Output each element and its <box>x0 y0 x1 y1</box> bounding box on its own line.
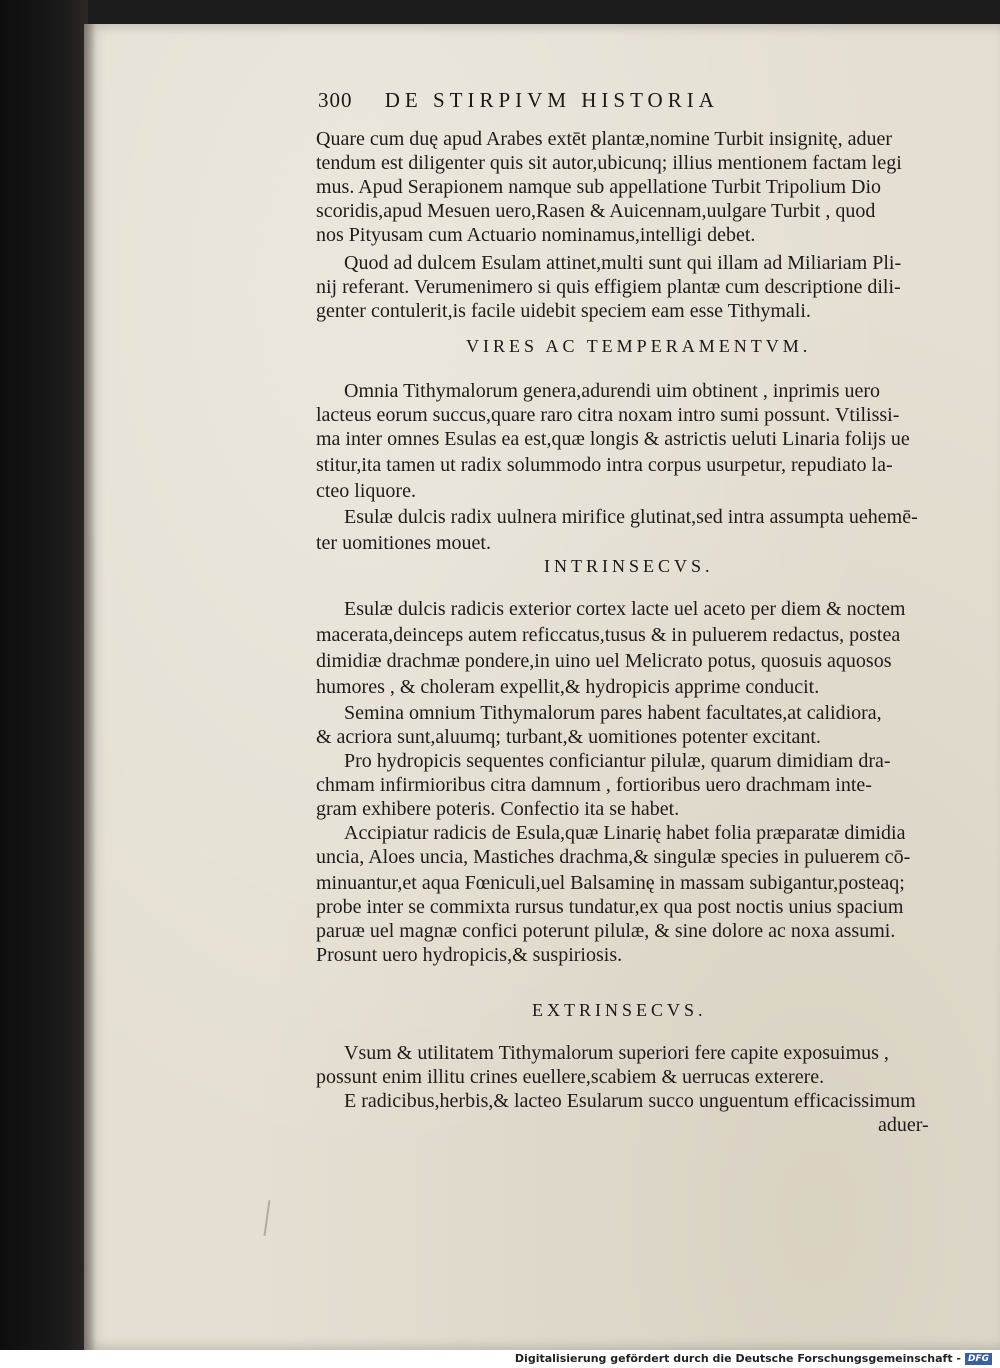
text-line: scoridis,apud Mesuen uero,Rasen & Auicennam,uulgare Turbit , quod <box>316 200 876 222</box>
text-line: humores , & choleram expellit,& hydropicis apprime conducit. <box>316 676 820 698</box>
text-line: Vsum & utilitatem Tithymalorum superiori fere capite exposuimus , <box>344 1042 889 1064</box>
catchword: aduer- <box>878 1114 929 1136</box>
text-line: nos Pityusam cum Actuario nominamus,intelligi debet. <box>316 224 756 246</box>
text-line: chmam infirmioribus citra damnum , fortioribus uero drachmam inte- <box>316 774 872 796</box>
text-line: nij referant. Verumenimero si quis effigiem plantæ cum descriptione dili- <box>316 276 901 298</box>
text-line: Esulæ dulcis radicis exterior cortex lacte uel aceto per diem & noctem <box>344 598 906 620</box>
running-title: DE STIRPIVM HISTORIA <box>384 88 719 112</box>
text-line: E radicibus,herbis,& lacteo Esularum succo unguentum efficacissimum <box>344 1090 916 1112</box>
text-line: Prosunt uero hydropicis,& suspiriosis. <box>316 944 623 966</box>
credit-text: Digitalisierung gefördert durch die Deutsche Forschungsgemeinschaft - <box>514 1352 961 1365</box>
text-line: probe inter se commixta rursus tundatur,ex qua post noctis unius spacium <box>316 896 904 918</box>
text-line: paruæ uel magnæ confici poterunt pilulæ, & sine dolore ac noxa assumi. <box>316 920 896 942</box>
text-line: Quare cum duę apud Arabes extēt plantæ,nomine Turbit insignitę, aduer <box>316 128 892 150</box>
text-line: & acriora sunt,aluumq; turbant,& uomitiones potenter excitant. <box>316 726 821 748</box>
text-line: gram exhibere poteris. Confectio ita se habet. <box>316 798 680 820</box>
digitization-credit <box>515 1351 992 1367</box>
text-line: tendum est diligenter quis sit autor,ubicunq; illius mentionem factam legi <box>316 152 902 174</box>
text-line: lacteus eorum succus,quare raro citra noxam intro sumi possunt. Vtilissi- <box>316 404 900 426</box>
text-line: ma inter omnes Esulas ea est,quæ longis & astrictis ueluti Linaria folijs ue <box>316 428 910 450</box>
dfg-logo: DFG <box>965 1353 992 1365</box>
text-line: mus. Apud Serapionem namque sub appellatione Turbit Tripolium Dio <box>316 176 881 198</box>
text-line: Esulæ dulcis radix uulnera mirifice glutinat,sed intra assumpta uehemē- <box>344 506 918 528</box>
text-line: cteo liquore. <box>316 480 416 502</box>
running-header <box>318 88 918 118</box>
section-heading-vires: VIRES AC TEMPERAMENTVM. <box>466 336 812 356</box>
text-line: genter contulerit,is facile uidebit speciem eam esse Tithymali. <box>316 300 811 322</box>
text-line: Pro hydropicis sequentes conficiantur pilulæ, quarum dimidiam dra- <box>344 750 891 772</box>
section-heading-intrinsecus: INTRINSECVS. <box>544 556 714 576</box>
text-line: Quod ad dulcem Esulam attinet,multi sunt qui illam ad Miliariam Pli- <box>344 252 902 274</box>
text-line: dimidiæ drachmæ pondere,in uino uel Melicrato potus, quosuis aquosos <box>316 650 892 672</box>
page-number: 300 <box>318 88 353 112</box>
text-line: possunt enim illitu crines euellere,scabiem & uerrucas exterere. <box>316 1066 825 1088</box>
text-line: Accipiatur radicis de Esula,quæ Linarię habet folia præparatæ dimidia <box>344 822 906 844</box>
page-gutter-shadow <box>84 24 96 1350</box>
text-line: Omnia Tithymalorum genera,adurendi uim obtinent , inprimis uero <box>344 380 881 402</box>
scan-left-edge <box>0 0 88 1352</box>
text-line: Semina omnium Tithymalorum pares habent facultates,at calidiora, <box>344 702 882 724</box>
section-heading-extrinsecus: EXTRINSECVS. <box>532 1000 707 1020</box>
text-line: stitur,ita tamen ut radix solummodo intra corpus usurpetur, repudiato la- <box>316 454 893 476</box>
text-line: uncia, Aloes uncia, Mastiches drachma,& singulæ species in puluerem cō- <box>316 846 911 868</box>
text-line: macerata,deinceps autem reficcatus,tusus & in puluerem redactus, postea <box>316 624 901 646</box>
text-line: ter uomitiones mouet. <box>316 532 491 554</box>
text-line: minuantur,et aqua Fœniculi,uel Balsaminę in massam subigantur,posteaq; <box>316 872 905 894</box>
